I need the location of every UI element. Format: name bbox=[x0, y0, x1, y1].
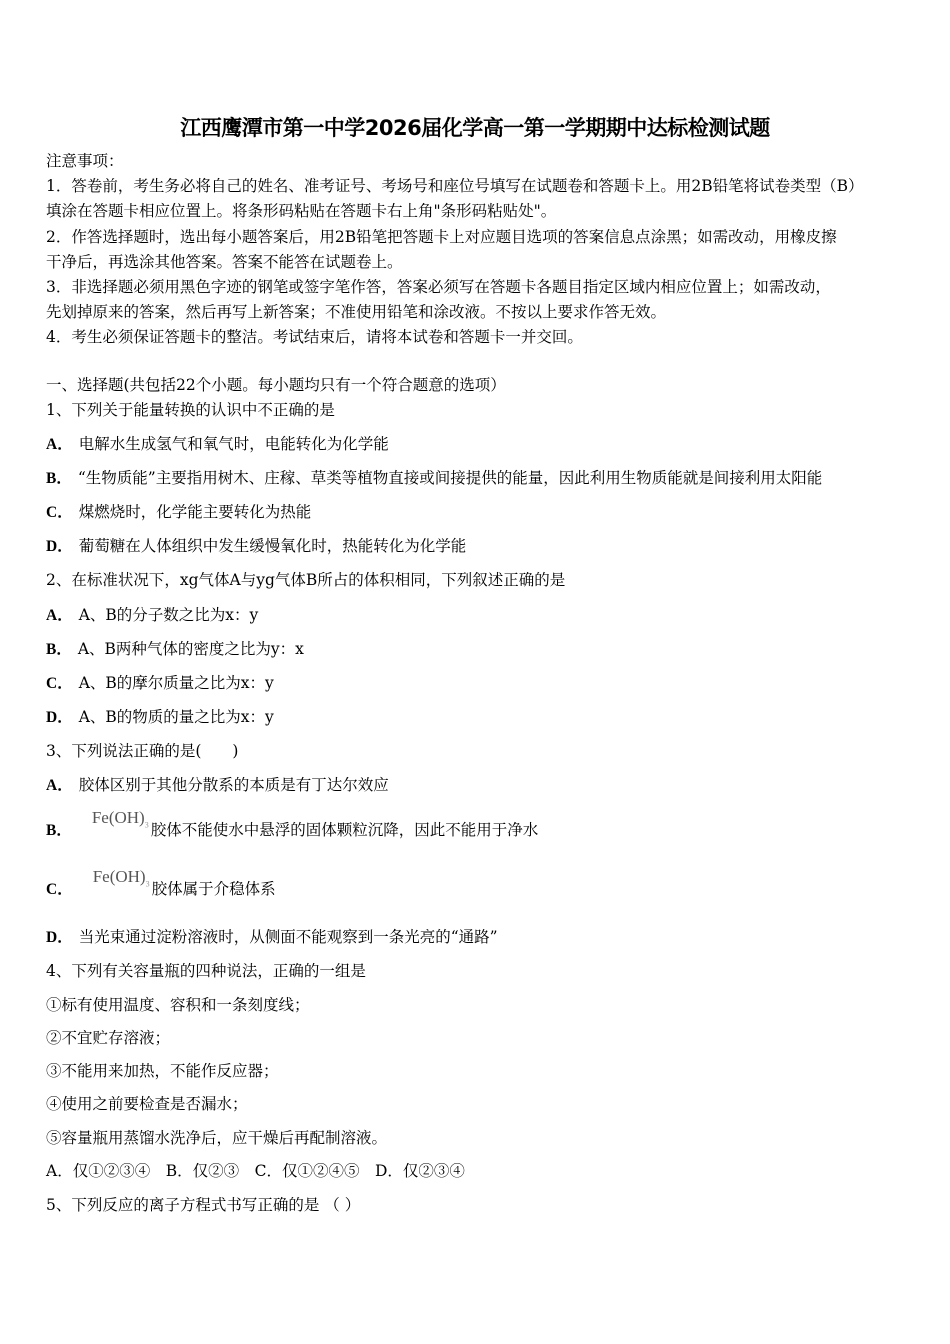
line-text: 先划掉原来的答案，然后再写上新答案；不准使用铅笔和涂改液。不按以上要求作答无效。 bbox=[46, 303, 667, 321]
line-text: 4．考生必须保证答题卡的整洁。考试结束后，请将本试卷和答题卡一并交回。 bbox=[46, 328, 583, 346]
text-line bbox=[46, 201, 556, 221]
formula-text: Fe(OH) bbox=[92, 867, 146, 886]
line-text: “生物质能”主要指用树木、庄稼、草类等植物直接或间接提供的能量，因此利用生物质能就是间接利用太阳能 bbox=[77, 469, 823, 487]
text-line bbox=[46, 1195, 360, 1215]
answer-option bbox=[46, 707, 274, 728]
line-text: 胶体区别于其他分散系的本质是有丁达尔效应 bbox=[78, 776, 389, 794]
option-label: C． bbox=[46, 881, 73, 898]
option-label: B． bbox=[46, 470, 72, 487]
text-line bbox=[46, 252, 403, 272]
option-label: A． bbox=[46, 777, 73, 794]
text-line bbox=[46, 741, 238, 761]
answer-option bbox=[46, 536, 466, 557]
line-text: 2．作答选择题时，选出每小题答案后，用2B铅笔把答题卡上对应题目选项的答案信息点涂黑；如需改动，用橡皮擦 bbox=[46, 228, 837, 246]
line-text: A、B的摩尔质量之比为x：y bbox=[78, 674, 274, 692]
line-text: 葡萄糖在人体组织中发生缓慢氧化时，热能转化为化学能 bbox=[78, 537, 467, 555]
answer-option bbox=[46, 502, 311, 523]
text-line bbox=[46, 151, 124, 171]
text-line bbox=[46, 1128, 387, 1148]
line-text: ④使用之前要检查是否漏水； bbox=[46, 1095, 248, 1113]
line-text: 3、下列说法正确的是( ) bbox=[46, 742, 239, 760]
line-text: 胶体属于介稳体系 bbox=[151, 880, 276, 898]
line-text: A．仅①②③④ B．仅②③ C．仅①②④⑤ D．仅②③④ bbox=[46, 1162, 465, 1180]
text-line bbox=[46, 375, 506, 395]
text-line bbox=[46, 277, 831, 297]
text-line bbox=[46, 302, 666, 322]
line-text: A、B的物质的量之比为x：y bbox=[78, 708, 274, 726]
answer-option bbox=[46, 434, 389, 455]
text-line bbox=[46, 1061, 279, 1081]
answer-option bbox=[46, 673, 274, 694]
line-text: 2、在标准状况下，xg气体A与yg气体B所占的体积相同，下列叙述正确的是 bbox=[46, 571, 566, 589]
option-label: D． bbox=[46, 538, 73, 555]
text-line bbox=[46, 570, 565, 590]
option-label: B． bbox=[46, 641, 72, 658]
chemical-formula bbox=[91, 808, 149, 830]
text-line bbox=[46, 1028, 170, 1048]
line-text: ②不宜贮存溶液； bbox=[46, 1029, 171, 1047]
line-text: 5、下列反应的离子方程式书写正确的是 （ ） bbox=[46, 1196, 361, 1214]
answer-option bbox=[46, 639, 304, 660]
option-label: C． bbox=[46, 504, 73, 521]
option-label: A． bbox=[46, 607, 73, 624]
line-text: 注意事项： bbox=[46, 152, 124, 170]
line-text: 干净后，再选涂其他答案。答案不能答在试题卷上。 bbox=[46, 253, 403, 271]
line-text: A、B的分子数之比为x：y bbox=[78, 606, 259, 624]
line-text: ⑤容量瓶用蒸馏水洗净后，应干燥后再配制溶液。 bbox=[46, 1129, 388, 1147]
option-label: D． bbox=[46, 929, 73, 946]
line-text: 煤燃烧时，化学能主要转化为热能 bbox=[78, 503, 312, 521]
formula-subscript: 3 bbox=[144, 820, 149, 830]
option-label: D． bbox=[46, 709, 73, 726]
text-line bbox=[46, 227, 837, 247]
answer-option bbox=[46, 867, 276, 906]
text-line bbox=[46, 1161, 465, 1181]
text-line bbox=[46, 327, 583, 347]
formula-subscript: 3 bbox=[145, 879, 150, 889]
option-label: A． bbox=[46, 436, 73, 453]
document-title: 江西鹰潭市第一中学2026届化学高一第一学期期中达标检测试题 bbox=[180, 116, 770, 140]
answer-option bbox=[46, 927, 498, 948]
line-text: 填涂在答题卡相应位置上。将条形码粘贴在答题卡右上角"条形码粘贴处"。 bbox=[46, 202, 557, 220]
line-text: 1、下列关于能量转换的认识中不正确的是 bbox=[46, 401, 335, 419]
answer-option bbox=[46, 605, 258, 626]
line-text: ③不能用来加热，不能作反应器； bbox=[46, 1062, 279, 1080]
text-line bbox=[46, 961, 366, 981]
line-text: 一、选择题(共包括22个小题。每小题均只有一个符合题意的选项） bbox=[46, 376, 506, 394]
line-text: 1．答卷前，考生务必将自己的姓名、准考证号、考场号和座位号填写在试题卷和答题卡上。用2B铅笔将试卷类型（B） bbox=[46, 177, 864, 195]
answer-option bbox=[46, 468, 822, 489]
line-text: ①标有使用温度、容积和一条刻度线； bbox=[46, 996, 310, 1014]
formula-text: Fe(OH) bbox=[91, 808, 145, 827]
line-text: 4、下列有关容量瓶的四种说法，正确的一组是 bbox=[46, 962, 366, 980]
chemical-formula bbox=[92, 867, 150, 889]
line-text: 当光束通过淀粉溶液时，从侧面不能观察到一条光亮的“通路” bbox=[78, 928, 498, 946]
answer-option bbox=[46, 775, 389, 796]
line-text: 电解水生成氢气和氧气时，电能转化为化学能 bbox=[78, 435, 389, 453]
line-text: 3．非选择题必须用黑色字迹的钢笔或签字笔作答，答案必须写在答题卡各题目指定区域内相应位置上；如需改动， bbox=[46, 278, 831, 296]
line-text: A、B两种气体的密度之比为y：x bbox=[77, 640, 304, 658]
text-line bbox=[46, 176, 864, 196]
line-text: 胶体不能使水中悬浮的固体颗粒沉降，因此不能用于净水 bbox=[150, 821, 539, 839]
text-line bbox=[46, 1094, 248, 1114]
text-line bbox=[46, 995, 310, 1015]
answer-option bbox=[46, 808, 539, 847]
option-label: C． bbox=[46, 675, 73, 692]
option-label: B． bbox=[46, 822, 72, 839]
text-line bbox=[46, 400, 335, 420]
